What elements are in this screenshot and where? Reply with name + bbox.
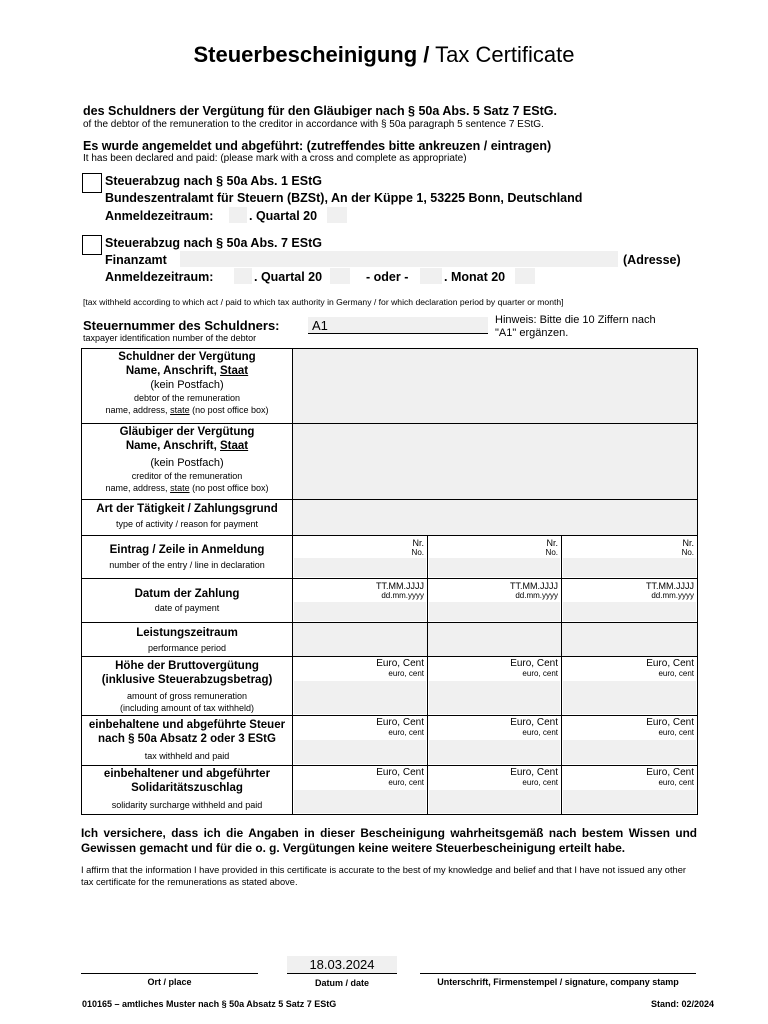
date-hint-de: TT.MM.JJJJ (510, 581, 558, 591)
soli-l1b: Solidaritätszuschlag (131, 782, 243, 794)
activity-label (82, 500, 293, 536)
creditor-l2a: Name, Anschrift, (125, 440, 221, 452)
date-cell-2[interactable] (428, 579, 562, 623)
signature-line (420, 973, 696, 974)
intro-line1-en: of the debtor of the remuneration to the creditor in accordance with § 50a paragraph 5 sentence 7 EStG. (83, 119, 544, 130)
tax-number-hint-2: "A1" ergänzen. (495, 327, 569, 339)
soli-hint-en: euro, cent (388, 778, 424, 787)
gross-hint-en: euro, cent (658, 669, 695, 678)
date-hint-en: dd.mm.yyyy (515, 591, 558, 600)
creditor-l2b: Staat (220, 440, 249, 452)
tax-office-field[interactable] (180, 251, 618, 267)
gross-cell-1[interactable] (293, 657, 428, 716)
entry-cell-2[interactable] (428, 536, 562, 579)
creditor-l5c: (no post office box) (189, 483, 269, 493)
soli-label (82, 766, 293, 815)
footer-right: Stand: 02/2024 (650, 999, 714, 1009)
entry-hint-de: Nr. (546, 538, 558, 548)
option2-year-field[interactable] (330, 268, 350, 284)
tax-l2: tax withheld and paid (144, 751, 230, 761)
debtor-l5a: name, address, (105, 405, 171, 415)
creditor-label (82, 424, 293, 500)
gross-hint-en: euro, cent (522, 669, 558, 678)
tax-l1b: nach § 50a Absatz 2 oder 3 EStG (98, 733, 276, 745)
creditor-l3: (kein Postfach) (150, 457, 224, 469)
tax-number-underline (308, 333, 488, 334)
option2-or: - oder - (366, 270, 409, 284)
row-creditor (82, 424, 698, 500)
option2-month-field[interactable] (420, 268, 442, 284)
period-cell-3[interactable] (562, 623, 698, 657)
soli-l2: solidarity surcharge withheld and paid (111, 800, 263, 810)
creditor-input[interactable] (293, 424, 698, 500)
intro-line1-de: des Schuldners der Vergütung für den Gläubiger nach § 50a Abs. 5 Satz 7 EStG. (83, 104, 557, 118)
debtor-l2a: Name, Anschrift, (125, 365, 221, 377)
row-tax (82, 716, 698, 766)
affirmation-de: Ich versichere, dass ich die Angaben in dieser Bescheinigung wahrheitsgemäß nach bestem Wissen und Gewissen gemacht und für die o. g. Vergütungen keine weitere Steuerbescheinigung erteilt habe. (81, 826, 697, 855)
tax-label (82, 716, 293, 766)
row-gross (82, 657, 698, 716)
activity-input[interactable] (293, 500, 698, 536)
tax-hint-de: Euro, Cent (376, 717, 424, 728)
tax-cell-3[interactable] (562, 716, 698, 766)
date-line (287, 973, 397, 974)
period-l1: Leistungszeitraum (136, 627, 238, 639)
option1-title: Steuerabzug nach § 50a Abs. 1 EStG (105, 174, 322, 188)
soli-hint-de: Euro, Cent (376, 767, 424, 778)
debtor-l2b: Staat (220, 365, 249, 377)
option1-year-field[interactable] (327, 207, 347, 223)
row-debtor (82, 349, 698, 424)
period-cell-1[interactable] (293, 623, 428, 657)
place-label: Ort / place (147, 977, 192, 987)
creditor-l1: Gläubiger der Vergütung (119, 426, 255, 438)
tax-hint-de: Euro, Cent (510, 717, 558, 728)
debtor-input[interactable] (293, 349, 698, 424)
tax-number-label-en: taxpayer identification number of the debtor (83, 333, 257, 343)
entry-hint-en: No. (681, 548, 695, 557)
date-label: Datum / date (314, 978, 369, 988)
tax-number-label: Steuernummer des Schuldners: (83, 318, 280, 333)
soli-hint-en: euro, cent (658, 778, 695, 787)
option2-quarter-field[interactable] (234, 268, 252, 284)
tax-hint-de: Euro, Cent (646, 717, 695, 728)
tax-cell-2[interactable] (428, 716, 562, 766)
option2-checkbox[interactable] (82, 235, 102, 255)
gross-l1b: (inklusive Steuerabzugsbetrag) (101, 674, 273, 686)
soli-l1: einbehaltener und abgeführter (103, 768, 271, 780)
soli-cell-3[interactable] (562, 766, 698, 815)
entry-l1: Eintrag / Zeile in Anmeldung (109, 544, 265, 556)
soli-cell-2[interactable] (428, 766, 562, 815)
tax-cell-1[interactable] (293, 716, 428, 766)
option2-title: Steuerabzug nach § 50a Abs. 7 EStG (105, 236, 322, 250)
page-title (0, 42, 768, 68)
row-activity (82, 500, 698, 536)
tax-l1: einbehaltene und abgeführte Steuer (88, 719, 286, 731)
tax-number-value: A1 (312, 318, 328, 333)
debtor-l5c: (no post office box) (189, 405, 269, 415)
period-label (82, 623, 293, 657)
creditor-l5b: state (170, 483, 190, 493)
tax-hint-en: euro, cent (658, 728, 695, 737)
soli-hint-en: euro, cent (522, 778, 558, 787)
option1-checkbox[interactable] (82, 173, 102, 193)
activity-l2: type of activity / reason for payment (115, 519, 259, 529)
entry-cell-3[interactable] (562, 536, 698, 579)
tax-number-input[interactable] (308, 317, 488, 333)
title-de: Steuerbescheinigung / (193, 42, 430, 67)
entry-hint-en: No. (411, 548, 424, 557)
entry-hint-de: Nr. (682, 538, 695, 548)
option2-address: (Adresse) (623, 253, 681, 267)
date-label (82, 579, 293, 623)
soli-hint-de: Euro, Cent (510, 767, 558, 778)
soli-hint-de: Euro, Cent (646, 767, 695, 778)
activity-l1: Art der Tätigkeit / Zahlungsgrund (96, 503, 278, 515)
option1-quarter-field[interactable] (229, 207, 247, 223)
creditor-l4: creditor of the remuneration (131, 471, 243, 481)
option2-month-year-field[interactable] (515, 268, 535, 284)
period-l2: performance period (147, 643, 227, 653)
option1-authority: Bundeszentralamt für Steuern (BZSt), An der Küppe 1, 53225 Bonn, Deutschland (105, 191, 583, 205)
gross-l3: (including amount of tax withheld) (119, 703, 255, 713)
gross-l1: Höhe der Bruttovergütung (115, 660, 259, 672)
signature-label: Unterschrift, Firmenstempel / signature, company stamp (437, 977, 679, 987)
option2-quarter: . Quartal 20 (254, 270, 323, 284)
entry-l2: number of the entry / line in declaration (109, 560, 265, 570)
date-hint-en: dd.mm.yyyy (381, 591, 424, 600)
option1-quarter: . Quartal 20 (249, 209, 318, 223)
date-value: 18.03.2024 (309, 957, 375, 972)
gross-cell-3[interactable] (562, 657, 698, 716)
date-hint-en: dd.mm.yyyy (651, 591, 695, 600)
gross-hint-en: euro, cent (388, 669, 424, 678)
entry-cell-1[interactable] (293, 536, 428, 579)
date-cell-1[interactable] (293, 579, 428, 623)
entry-hint-de: Nr. (412, 538, 424, 548)
intro-line2-de: Es wurde angemeldet und abgeführt: (zutreffendes bitte ankreuzen / eintragen) (83, 139, 552, 153)
debtor-l5b: state (170, 405, 190, 415)
row-entry (82, 536, 698, 579)
gross-hint-de: Euro, Cent (510, 658, 558, 669)
debtor-l1: Schuldner der Vergütung (118, 351, 256, 363)
affirmation-en: I affirm that the information I have provided in this certificate is accurate to the best of my knowledge and belief and that I have not issued any other tax certificate for the remunerations as stated above. (81, 865, 686, 887)
row-date (82, 579, 698, 623)
gross-l2: amount of gross remuneration (126, 691, 248, 701)
option2-authority: Finanzamt (105, 253, 167, 267)
option2-period-label: Anmeldezeitraum: (105, 270, 214, 284)
debtor-label (82, 349, 293, 424)
row-period (82, 623, 698, 657)
tax-hint-en: euro, cent (388, 728, 424, 737)
row-soli (82, 766, 698, 815)
tax-hint-en: euro, cent (522, 728, 558, 737)
certificate-table (81, 348, 698, 815)
title-en: Tax Certificate (435, 42, 575, 67)
option1-period-label: Anmeldezeitraum: (105, 209, 214, 223)
soli-cell-1[interactable] (293, 766, 428, 815)
debtor-l3: (kein Postfach) (150, 379, 224, 391)
date-hint-de: TT.MM.JJJJ (376, 581, 424, 591)
period-cell-2[interactable] (428, 623, 562, 657)
bracket-note: [tax withheld according to which act / paid to which tax authority in Germany / for which declaration period by quarter or month] (83, 297, 564, 307)
intro-line2-en: It has been declared and paid: (please mark with a cross and complete as appropriate) (83, 153, 467, 164)
gross-hint-de: Euro, Cent (646, 658, 695, 669)
gross-label (82, 657, 293, 716)
option2-month: . Monat 20 (444, 270, 506, 284)
entry-label (82, 536, 293, 579)
creditor-l5a: name, address, (105, 483, 171, 493)
date-l2: date of payment (154, 603, 220, 613)
date-cell-3[interactable] (562, 579, 698, 623)
date-l1: Datum der Zahlung (134, 588, 240, 600)
footer-left: 010165 – amtliches Muster nach § 50a Absatz 5 Satz 7 EStG (82, 999, 337, 1009)
gross-cell-2[interactable] (428, 657, 562, 716)
date-hint-de: TT.MM.JJJJ (646, 581, 695, 591)
entry-hint-en: No. (545, 548, 558, 557)
place-line (81, 973, 258, 974)
debtor-l4: debtor of the remuneration (133, 393, 241, 403)
tax-number-hint-1: Hinweis: Bitte die 10 Ziffern nach (495, 314, 656, 326)
gross-hint-de: Euro, Cent (376, 658, 424, 669)
